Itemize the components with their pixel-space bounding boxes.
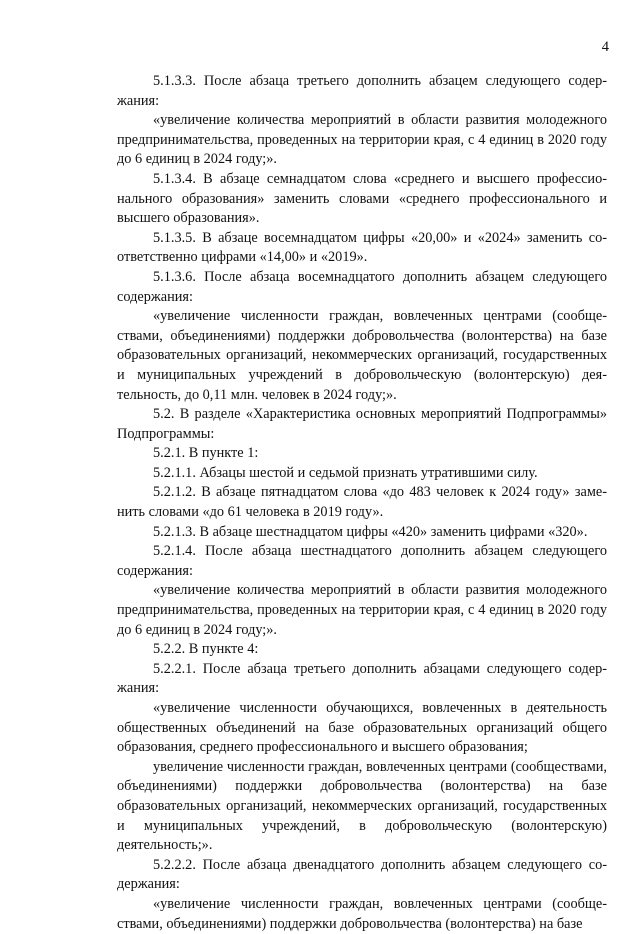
paragraph: 5.2.2.1. После абзаца третьего дополнить абзацами следующего содержания: [117,660,607,697]
paragraph: 5.1.3.3. После абзаца третьего дополнить абзацем следующего содержания: [117,73,607,109]
paragraph: 5.2.1.2. В абзаце пятнадцатом слова «до 483 человек к 2024 году» заменить словами «до 61 человека в 2019 году». [117,484,607,521]
paragraph: «увеличение численности обучающихся, вовлеченных в деятельность общественных объединений на базе образовательных организаций общего образования, среднего профессионального и высшего образования; [117,700,607,756]
paragraph: «увеличение количества мероприятий в области развития молодежного предпринимательства, проведенных на территории края, с 4 единиц в 2020 году до 6 единиц в 2024 году;». [117,112,607,168]
paragraph: 5.2.2.2. После абзаца двенадцатого дополнить абзацем следующего содержания: [117,856,607,893]
paragraph: 5.1.3.5. В абзаце восемнадцатом цифры «20,00» и «2024» заменить соответственно цифрами «14,00» и «2019». [117,229,607,266]
paragraph: «увеличение численности граждан, вовлеченных центрами (сообществами, объединениями) поддержки добровольчества (волонтерства) на базе [117,895,607,932]
paragraph: 5.2.1.3. В абзаце шестнадцатом цифры «420» заменить цифрами «320». [153,523,588,540]
paragraph: 5.2.1. В пункте 1: [153,445,259,462]
paragraph: 5.2.1.4. После абзаца шестнадцатого дополнить абзацем следующего содержания: [117,543,607,579]
paragraph: «увеличение численности граждан, вовлеченных центрами (сообществами, объединениями) поддержки добровольчества (волонтерства) на базе образовательных организаций, некоммерческих организаций, государственных и муниципальных учреждений в добровольческую (волонтерскую) деятельность, до 0,11 млн. человек в 2024 году;». [117,308,607,403]
paragraph: 5.2.1.1. Абзацы шестой и седьмой признать утратившими силу. [153,464,538,481]
document-body [117,72,607,934]
page-number: 4 [601,39,609,55]
paragraph: 5.1.3.4. В абзаце семнадцатом слова «среднего и высшего профессионального образования» заменить словами «среднего профессионального и высшего образования». [117,170,607,227]
paragraph: 5.1.3.6. После абзаца восемнадцатого дополнить абзацем следующего содержания: [117,268,607,305]
paragraph: 5.2. В разделе «Характеристика основных мероприятий Подпрограммы» Подпрограммы: [117,406,607,442]
paragraph: 5.2.2. В пункте 4: [153,641,259,658]
paragraph: увеличение численности граждан, вовлеченных центрами (сообществами, объединениями) поддержки добровольчества (волонтерства) на базе образовательных организаций, некоммерческих организаций, государственных и муниципальных учреждений, в добровольческую (волонтерскую) деятельность;». [117,758,607,854]
paragraph: «увеличение количества мероприятий в области развития молодежного предпринимательства, проведенных на территории края, с 4 единиц в 2020 году до 6 единиц в 2024 году;». [117,582,607,638]
